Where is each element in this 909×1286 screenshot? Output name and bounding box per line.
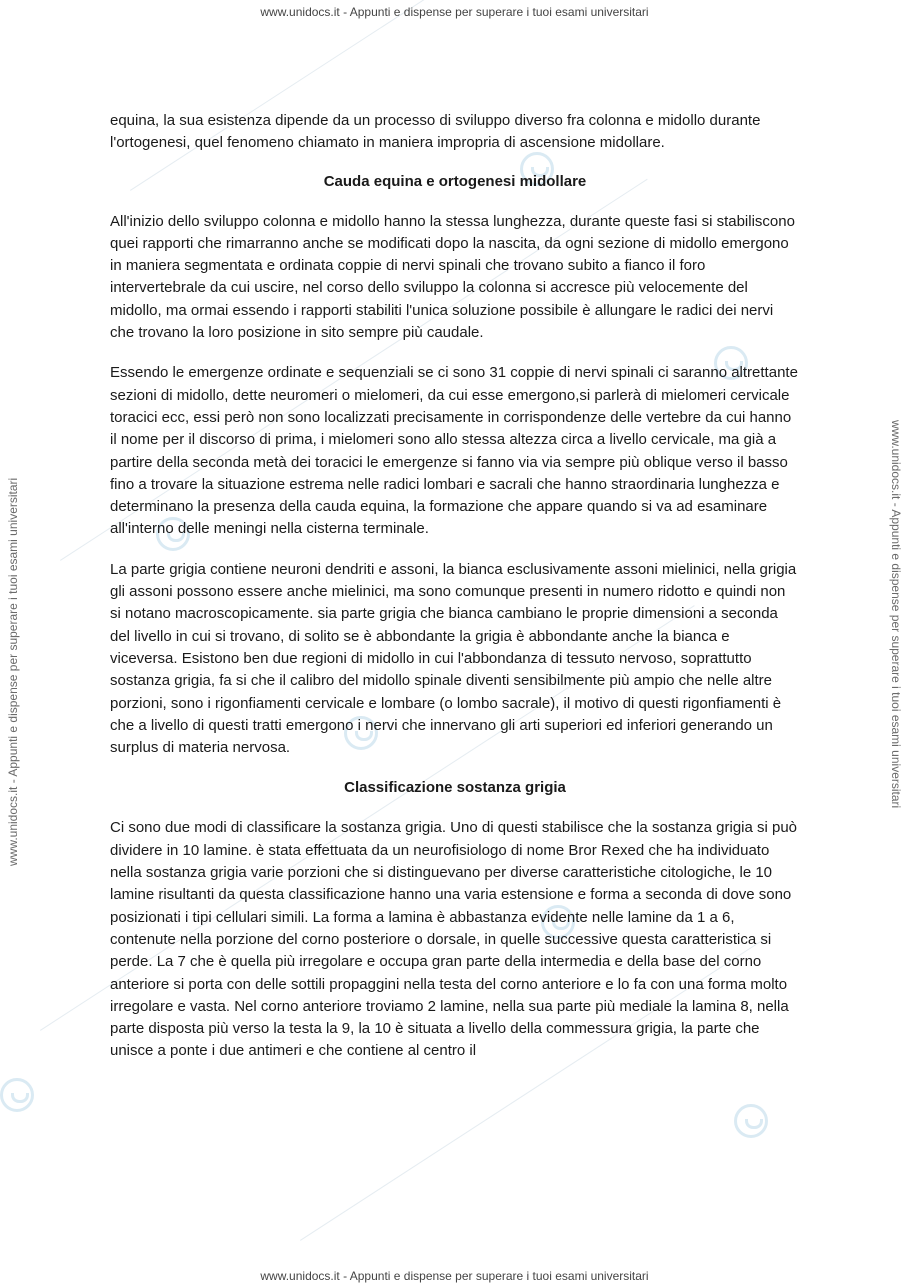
unidocs-logo-icon bbox=[0, 1078, 34, 1112]
section-heading: Cauda equina e ortogenesi midollare bbox=[323, 172, 587, 190]
paragraph: Essendo le emergenze ordinate e sequenziali se ci sono 31 coppie di nervi spinali ci saranno altrettante sezioni di midollo, dette neuromeri o mielomeri, da cui esse emergono,si parlerà di mielomeri cervicale toracici ecc, essi però non sono localizzati precisamente in corrispondenze delle vertebre da cui hanno il nome per il discorso di prima, i mielomeri sono allo stessa altezza circa a livello cervicale, ma già a partire della seconda metà dei toracici le emergenze si fanno via via sempre più oblique verso il basso fino a trovare la situazione estrema nelle radici lombari e sacrali che hanno straordinaria lunghezza e determinano la presenza della cauda equina, la formazione che appare quando si va ad esaminare all'interno delle meningi nella cisterna terminale. bbox=[110, 364, 798, 538]
section-heading: Classificazione sostanza grigia bbox=[344, 779, 566, 797]
footer-banner: www.unidocs.it - Appunti e dispense per superare i tuoi esami universitari bbox=[260, 1269, 649, 1283]
side-banner-right: www.unidocs.it - Appunti e dispense per superare i tuoi esami universitari bbox=[889, 420, 903, 809]
side-banner-left: www.unidocs.it - Appunti e dispense per superare i tuoi esami universitari bbox=[6, 477, 20, 866]
paragraph: All'inizio dello sviluppo colonna e midollo hanno la stessa lunghezza, durante queste fasi si stabiliscono quei rapporti che rimarranno anche se modificati dopo la nascita, da ogni sezione di midollo emergono in maniera segmentata e ordinata coppie di nervi spinali che trovano subito a fianco il foro intervertebrale da cui uscire, nel corso dello sviluppo la colonna si accresce più velocemente del midollo, ma ormai essendo i rapporti stabiliti l'unica soluzione possibile è allungare le radici dei nervi che trovano la loro posizione in sito sempre più caudale. bbox=[110, 212, 795, 342]
paragraph: equina, la sua esistenza dipende da un processo di sviluppo diverso fra colonna e midollo durante l'ortogenesi, quel fenomeno chiamato in maniera impropria di ascensione midollare. bbox=[110, 112, 761, 152]
paragraph: La parte grigia contiene neuroni dendriti e assoni, la bianca esclusivamente assoni mielinici, nella grigia gli assoni possono essere anche mielinici, ma sono comunque presenti in numero ridotto e quindi non si notano macroscopicamente. sia parte grigia che bianca cambiano le proprie dimensioni a seconda del livello in cui si trovano, di solito se è abbondante la grigia è abbondante anche la bianca e viceversa. Esistono ben due regioni di midollo in cui l'abbondanza di tessuto nervoso, soprattutto sostanza grigia, fa si che il calibro del midollo spinale diventi sensibilmente più ampio che nelle altre porzioni, sono i rigonfiamenti cervicale e lombare (o lombo sacrale), il motivo di questi rigonfiamenti è che a livello di questi tratti emergono i nervi che innervano gli arti superiori ed inferiori generando un surplus di materia nervosa. bbox=[110, 560, 797, 757]
paragraph: Ci sono due modi di classificare la sostanza grigia. Uno di questi stabilisce che la sostanza grigia si può dividere in 10 lamine. è stata effettuata da un neurofisiologo di nome Bror Rexed che ha individuato nella sostanza grigia varie porzioni che si distinguevano per diverse caratteristiche citologiche, le 10 lamine risultanti da questa classificazione hanno una varia estensione e forma a seconda di dove sono posizionati i tipi cellulari simili. La forma a lamina è abbastanza evidente nelle lamine da 1 a 6, contenute nella porzione del corno posteriore o dorsale, in quelle successive questa caratteristica si perde. La 7 che è quella più irregolare e occupa gran parte della intermedia e della base del corno anteriore si porta con delle sottili propaggini nella testa del corno anteriore e lo fa con una forma molto irregolare e vasta. Nel corno anteriore troviamo 2 lamine, nella sua parte più mediale la lamina 8, nella parte disposta più verso la testa la 9, la 10 è situata a livello della commessura grigia, la parte che unisce a ponte i due antimeri e che contiene al centro il bbox=[110, 819, 798, 1060]
header-banner: www.unidocs.it - Appunti e dispense per superare i tuoi esami universitari bbox=[260, 5, 649, 19]
unidocs-logo-icon bbox=[734, 1104, 768, 1138]
document-body bbox=[110, 110, 800, 1081]
